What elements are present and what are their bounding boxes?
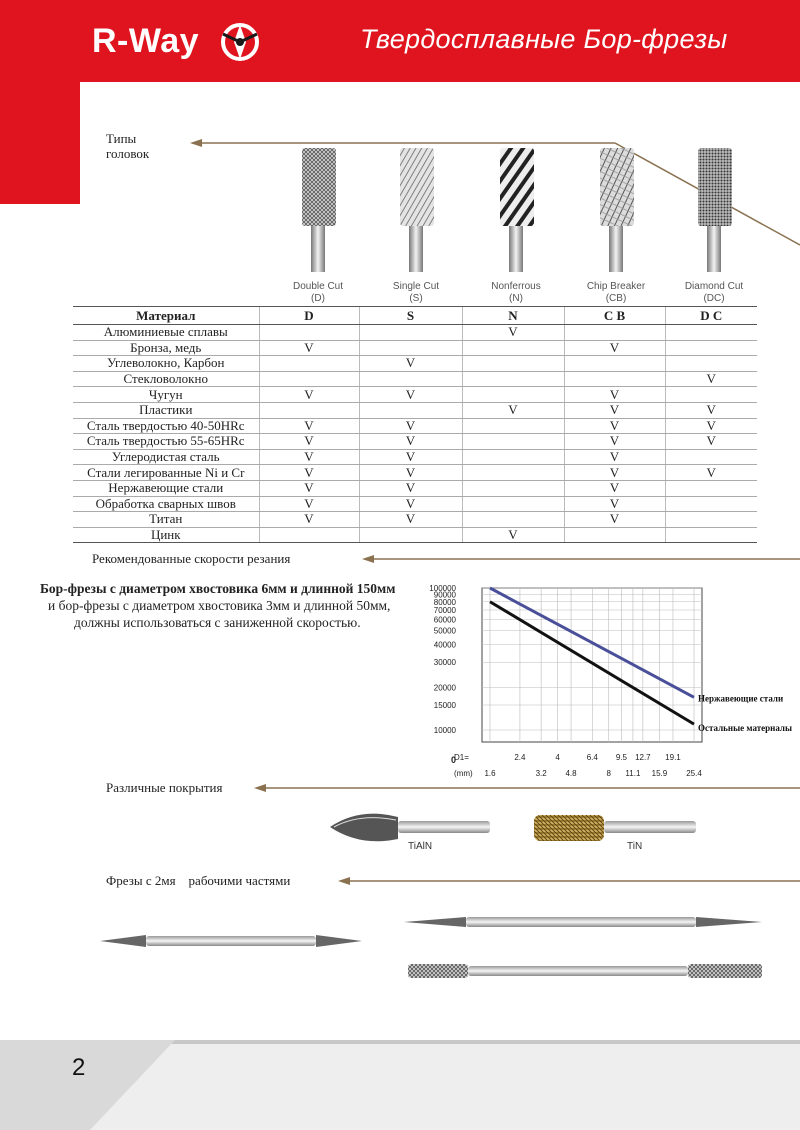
compat-cell [462,465,564,481]
x-tick-label-top: 4 [555,753,560,762]
compat-cell: V [564,387,665,403]
x-tick-label-bottom: 8 [606,769,611,778]
coating-label-tialn: TiAlN [408,841,433,852]
col-header-cb: C B [564,307,665,325]
x-tick-label-bottom: 15.9 [651,769,668,778]
compat-cell: V [665,465,757,481]
tool-label-chip-breaker: Chip Breaker (CB) [586,281,646,304]
material-name-cell: Стекловолокно [73,371,259,387]
table-row [73,496,757,512]
coating-label-tin: TiN [627,841,643,852]
compat-cell [665,340,757,356]
table-row [73,527,757,543]
compat-cell: V [462,325,564,341]
compat-cell [665,496,757,512]
table-row [73,325,757,341]
compat-cell: V [665,434,757,450]
tool-double-cut-image [302,148,336,272]
table-row [73,402,757,418]
compat-cell [564,356,665,372]
x-tick-label-top: 9.5 [615,753,627,762]
tialn-burr-image [330,814,490,842]
compat-cell: V [259,340,359,356]
series-label-0: Нержавеющие стали [698,693,784,704]
compat-cell: V [259,418,359,434]
speed-note-line-3: должны использоваться с заниженной скоростью. [74,615,361,630]
speed-note-line-1: Бор-фрезы с диаметром хвостовика 6мм и длинной 150мм [40,581,396,596]
material-name-cell: Углеволокно, Карбон [73,356,259,372]
table-row [73,371,757,387]
compat-cell [665,527,757,543]
double-end-label: Фрезы с 2мя рабочими частями [106,873,291,888]
y-tick-label: 100000 [429,584,456,593]
tin-burr-image [534,815,696,841]
table-row [73,512,757,528]
material-name-cell: Цинк [73,527,259,543]
tool-label-single-cut: Single Cut (S) [392,281,440,304]
compat-cell [665,512,757,528]
compat-cell [665,325,757,341]
material-compat-table [73,306,757,543]
tool-single-cut-image [400,148,434,272]
y-tick-label: 40000 [433,640,456,650]
table-row [73,465,757,481]
x-tick-label-bottom: 25.4 [686,769,702,778]
double-end-burrs [96,905,776,985]
compat-cell [462,434,564,450]
y-tick-label: 20000 [433,683,456,693]
compat-cell [462,387,564,403]
compat-cell [462,512,564,528]
page-number: 2 [72,1054,86,1081]
col-header-d: D [259,307,359,325]
table-header-row [73,307,757,325]
coatings-label: Различные покрытия [106,780,223,795]
coated-burrs [320,805,720,855]
speeds-label: Рекомендованные скорости резания [92,551,291,566]
tool-label-diamond-cut: Diamond Cut (DC) [684,281,744,304]
x-tick-label-bottom: 4.8 [565,769,577,778]
compat-cell [259,371,359,387]
compat-cell [462,418,564,434]
compat-cell: V [564,402,665,418]
x-tick-label-bottom: 11.1 [625,769,641,778]
x-tick-label-bottom: 1.6 [484,769,496,778]
compat-cell: V [259,465,359,481]
footer-corner [0,1040,175,1130]
compat-cell [462,356,564,372]
series-label-1: Остальные матерналы [698,723,792,734]
table-row [73,387,757,403]
material-name-cell: Бронза, медь [73,340,259,356]
compat-cell [665,480,757,496]
col-header-dc: D C [665,307,757,325]
x-tick-label-bottom: 3.2 [535,769,547,778]
compat-cell: V [259,387,359,403]
compat-cell: V [259,480,359,496]
compat-cell: V [359,418,462,434]
brand-logo: R-Way [92,22,200,60]
compat-cell [564,325,665,341]
compat-cell [359,340,462,356]
compat-cell: V [359,356,462,372]
compat-cell: V [359,387,462,403]
y-tick-label: 70000 [433,605,456,615]
tool-nonferrous-image [500,148,534,272]
double-end-burr-top [404,917,762,927]
compat-cell: V [359,512,462,528]
footer-divider [170,1040,800,1044]
compat-cell [665,387,757,403]
x-tick-label-top: 6.4 [586,753,598,762]
tool-label-nonferrous: Nonferrous (N) [491,281,541,304]
compat-cell [462,496,564,512]
compat-cell: V [462,527,564,543]
material-name-cell: Алюминиевые сплавы [73,325,259,341]
table-row [73,418,757,434]
compat-cell [259,356,359,372]
compat-cell: V [259,434,359,450]
x-axis-label-top: D1= [454,753,469,762]
compat-cell [564,527,665,543]
head-types-line-1: Типы [106,131,137,146]
compat-cell [665,449,757,465]
compat-cell [259,402,359,418]
compat-cell: V [462,402,564,418]
tool-chip-breaker-image [600,148,634,272]
col-header-n: N [462,307,564,325]
y-tick-label: 0 [450,755,456,765]
double-end-burr-left [100,935,362,947]
page-title: Твердосплавные Бор-фрезы [360,24,728,54]
compat-cell: V [564,480,665,496]
compat-cell [462,449,564,465]
compat-cell [359,371,462,387]
compat-cell: V [564,449,665,465]
material-name-cell: Пластики [73,402,259,418]
speed-note-line-2: и бор-фрезы с диаметром хвостовика 3мм и длинной 50мм, [48,598,391,613]
x-tick-label-top: 12.7 [635,753,651,762]
material-name-cell: Стали легированные Ni и Cr [73,465,259,481]
compat-cell: V [359,480,462,496]
head-types-line-2: головок [106,146,150,161]
compat-cell [462,340,564,356]
material-name-cell: Сталь твердостью 55-65HRc [73,434,259,450]
compat-cell: V [359,434,462,450]
tool-heads [270,140,770,280]
y-tick-label: 80000 [433,597,456,607]
compat-cell [462,371,564,387]
table-row [73,434,757,450]
compat-cell: V [665,371,757,387]
y-tick-label: 10000 [433,726,456,735]
y-tick-label: 90000 [433,590,456,600]
speed-chart [410,580,800,780]
x-axis-label-bottom: (mm) [454,769,473,778]
compat-cell: V [564,434,665,450]
table-row [73,340,757,356]
compat-cell: V [259,512,359,528]
compat-cell: V [359,449,462,465]
compat-cell [359,402,462,418]
table-row [73,480,757,496]
compat-cell: V [564,340,665,356]
compat-cell [259,325,359,341]
y-tick-label: 15000 [433,700,456,710]
compat-cell [564,371,665,387]
tool-label-double-cut: Double Cut (D) [292,281,344,304]
x-tick-label-top: 2.4 [514,753,526,762]
material-name-cell: Чугун [73,387,259,403]
y-tick-label: 30000 [433,658,456,668]
compat-cell: V [259,449,359,465]
compat-cell: V [564,465,665,481]
compat-cell [259,527,359,543]
compat-cell: V [564,512,665,528]
compat-cell: V [665,402,757,418]
col-header-material: Материал [73,307,259,325]
table-row [73,356,757,372]
compat-cell: V [564,418,665,434]
col-header-s: S [359,307,462,325]
material-name-cell: Углеродистая сталь [73,449,259,465]
double-end-burr-bottom [408,964,762,978]
compat-cell: V [259,496,359,512]
tool-diamond-cut-image [698,148,732,272]
compat-cell [359,325,462,341]
compat-cell [462,480,564,496]
compat-cell: V [359,496,462,512]
y-tick-label: 50000 [433,626,456,636]
material-name-cell: Обработка сварных швов [73,496,259,512]
compat-cell: V [665,418,757,434]
material-name-cell: Нержавеющие стали [73,480,259,496]
x-tick-label-top: 19.1 [665,753,681,762]
compat-cell [359,527,462,543]
compat-cell: V [564,496,665,512]
y-tick-label: 60000 [433,615,456,625]
compat-cell: V [359,465,462,481]
compat-cell [665,356,757,372]
material-name-cell: Сталь твердостью 40-50HRc [73,418,259,434]
table-row [73,449,757,465]
material-name-cell: Титан [73,512,259,528]
